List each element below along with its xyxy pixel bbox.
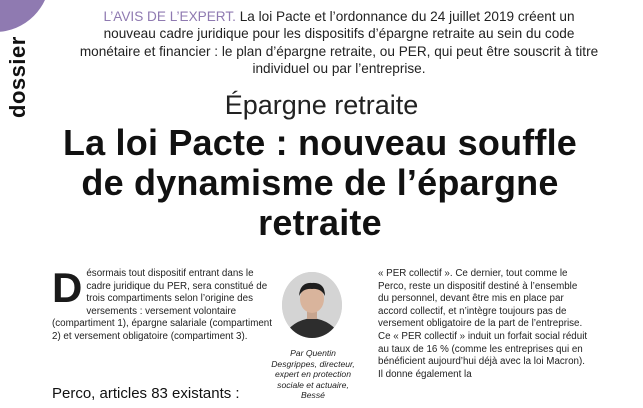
lead-paragraph: ésormais tout dispositif entrant dans le cadre juridique du PER, sera constitué de trois compartiments selon l’origine des versements : versement volontaire (compartiment 1), épargne salariale (compartiment 2) et versement obligatoire (compartiment 3). — [52, 268, 272, 342]
intro-text: La loi Pacte et l’ordonnance du 24 juillet 2019 créent un nouveau cadre juridique pour les dispositifs d’épargne retraite au sein du code monétaire et financier : le plan d’épargne retraite, ou PER, qui peut être souscrit à titre individuel ou par l’entreprise. — [79, 9, 599, 77]
intro-paragraph — [78, 8, 600, 78]
right-paragraph-2: Ce « PER collectif » induit un forfait social réduit au taux de 16 % (comme les entreprises qui en bénéficient aujourd’hui déjà avec la loi Macron). Il donne également la — [378, 330, 588, 380]
subheading: Perco, articles 83 existants : — [52, 385, 240, 402]
article-headline: La loi Pacte : nouveau souffle de dynamisme de l’épargne retraite — [62, 122, 578, 243]
author-caption: Par Quentin Desgrippes, directeur, expert en protection sociale et actuaire, Bessé — [271, 348, 355, 401]
drop-cap: D — [52, 264, 83, 311]
person-portrait-icon — [282, 272, 342, 338]
left-column — [52, 264, 274, 344]
corner-decoration — [0, 0, 50, 32]
right-column — [378, 268, 588, 381]
section-label: dossier — [5, 36, 30, 118]
article-overline: Épargne retraite — [224, 90, 419, 120]
right-paragraph-1: « PER collectif ». Ce dernier, tout comme le Perco, reste un dispositif destiné à l’ensemble du personnel, devant être mis en place par accord collectif, et n’intègre toujours pas de versement obligatoire de la part de l’entreprise. — [378, 268, 583, 330]
intro-kicker: L’AVIS DE L’EXPERT. — [103, 9, 236, 24]
author-portrait — [282, 272, 342, 338]
